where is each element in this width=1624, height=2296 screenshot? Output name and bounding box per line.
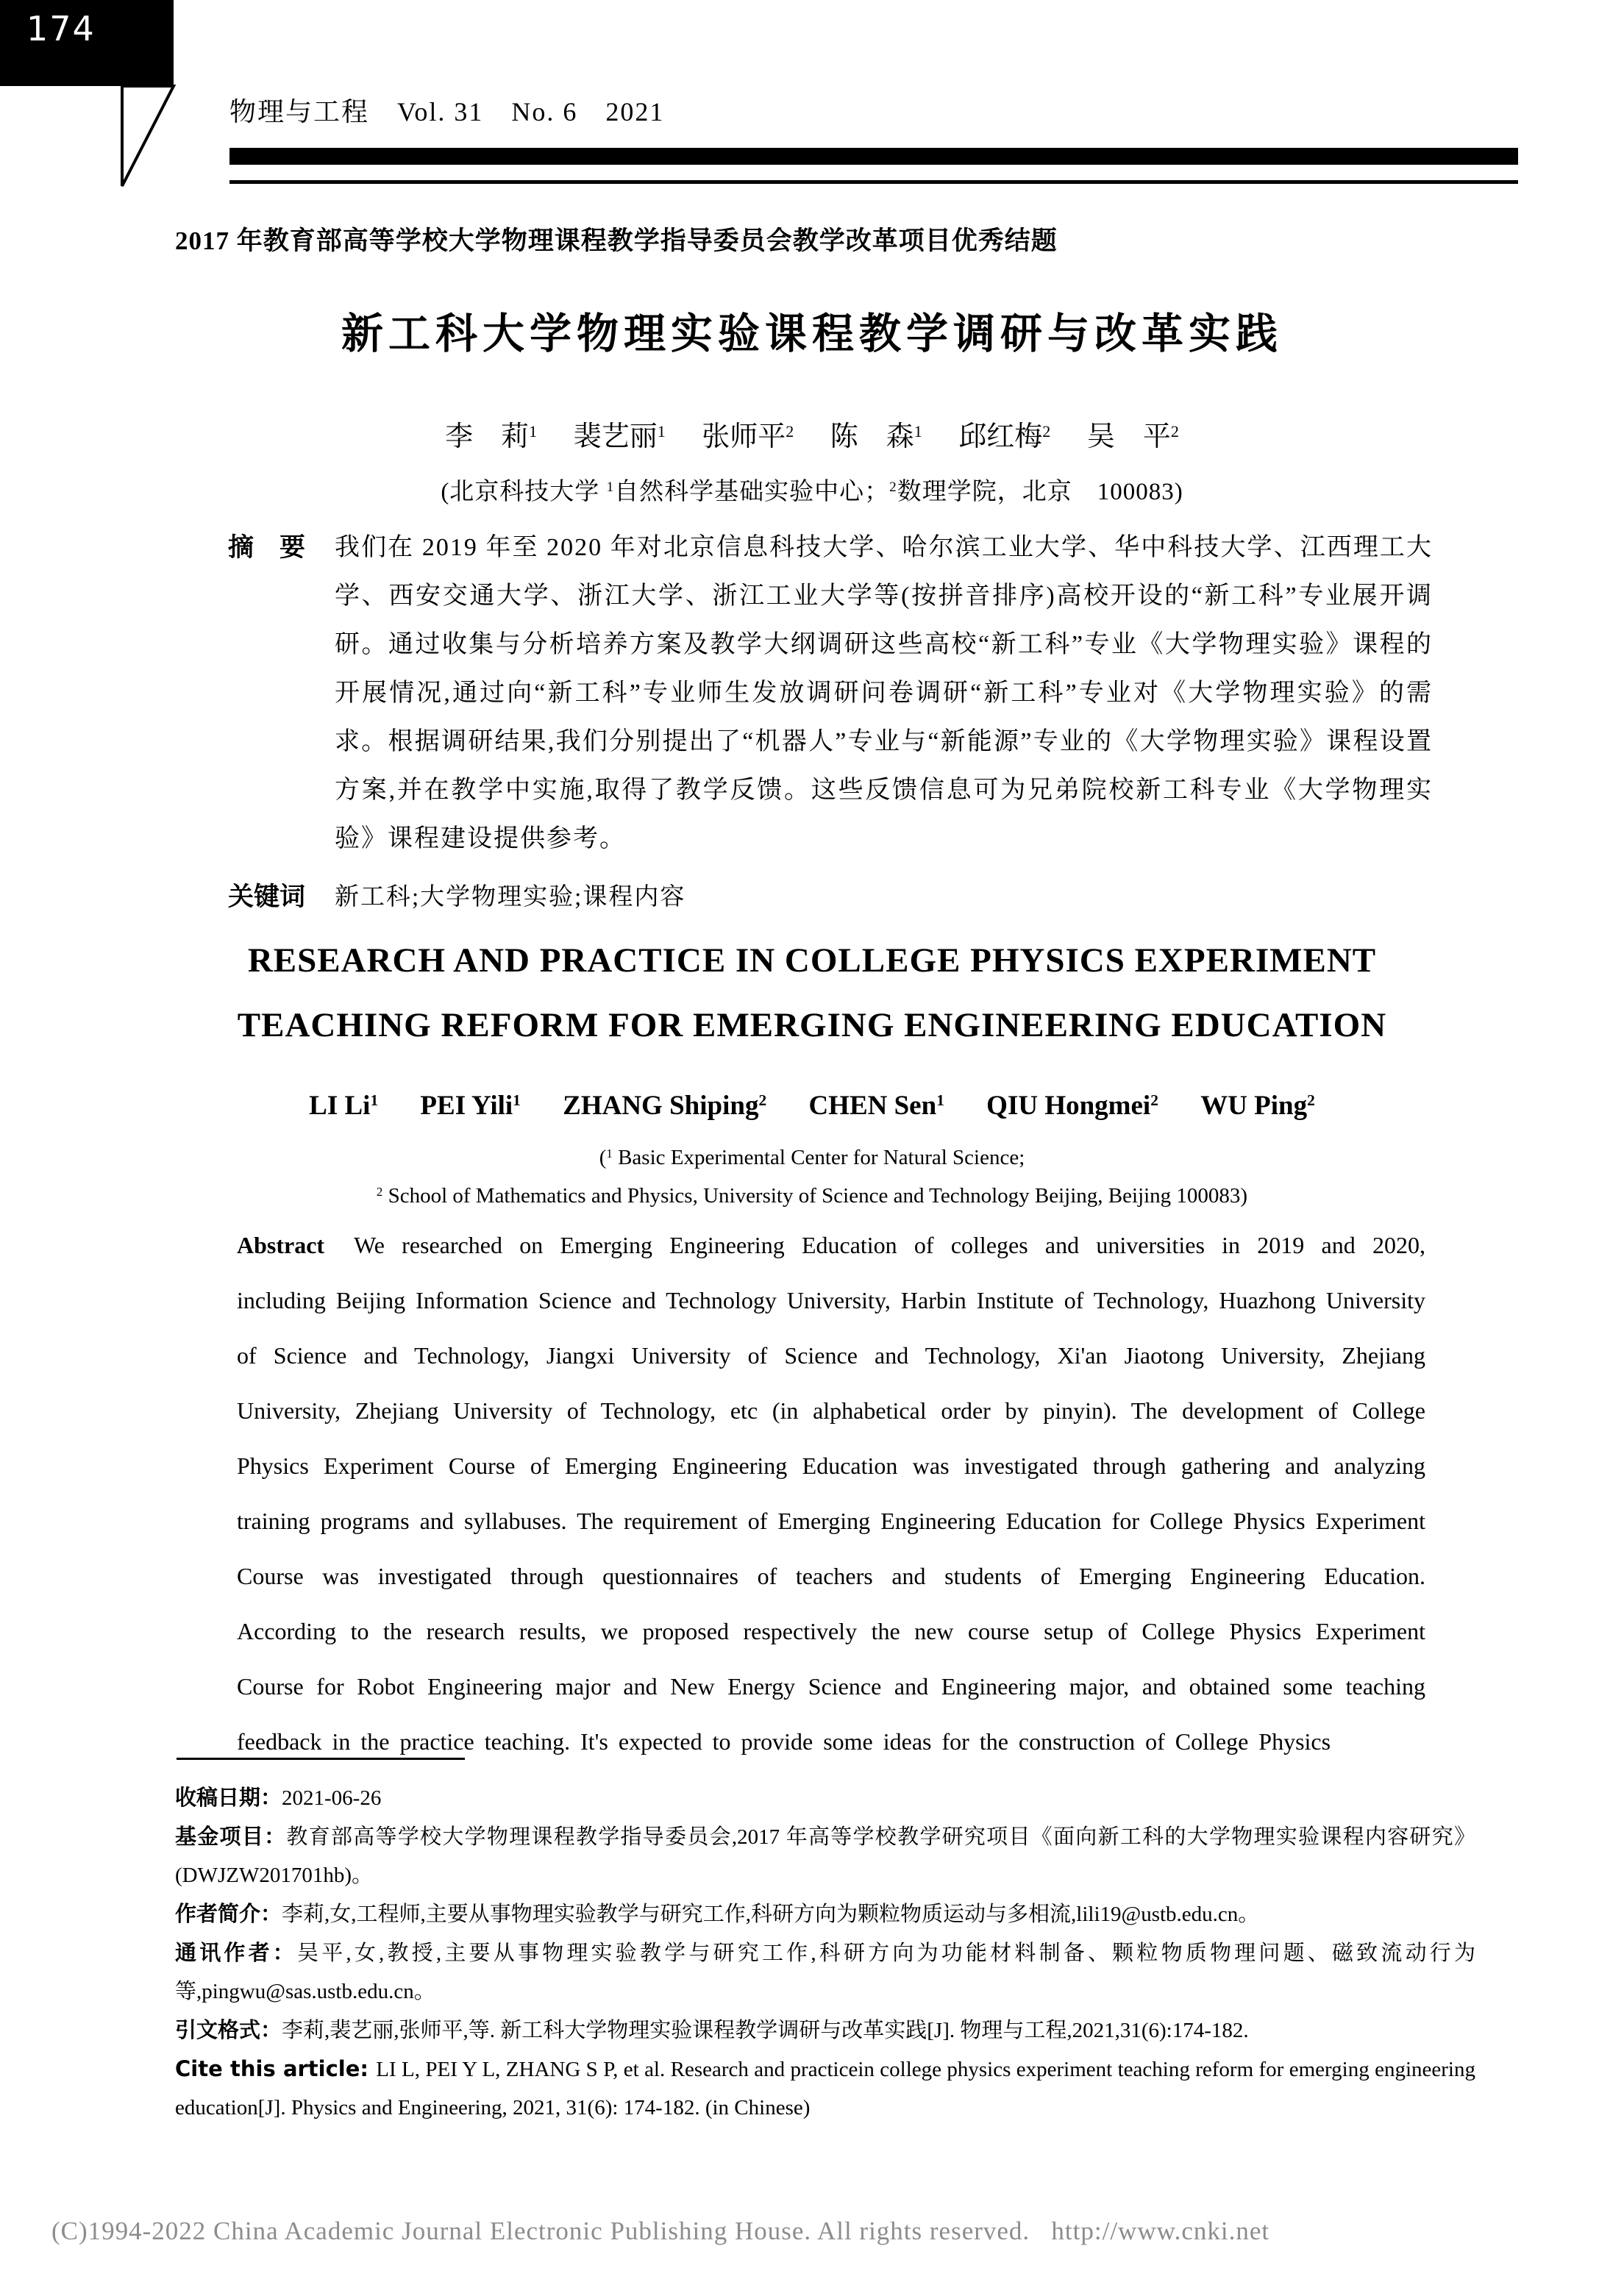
author-cn [830,421,922,452]
author-superscript: 1 [914,421,922,441]
footnote-text: 2021-06-26 [282,1786,382,1810]
affiliation-en-1 [0,1146,1624,1170]
abstract-cn-label: 摘 要 [228,533,306,563]
footnote-label: 收稿日期： [175,1785,282,1810]
footnotes [175,1778,1475,2127]
footnote-text: LI L, PEI Y L, ZHANG S P, et al. Research and practicein college physics experiment teaching reform for emerging engineering education[J]. Physics and Engineering, 2021, 31(6): 174-182. (in Chinese) [175,2058,1475,2119]
affiliation-cn-mid: 自然科学基础实验中心； [614,479,890,505]
author-en [309,1091,378,1121]
author-superscript: 2 [758,1091,767,1110]
copyright-line: (C)1994-2022 China Academic Journal Electronic Publishing House. All rights reserved. http://www.cnki.net [51,2217,1270,2245]
author-name: PEI Yili [420,1091,513,1121]
abstract-en-block [237,1218,1425,1769]
header-rule-thick [229,148,1518,165]
footnote-text: 李莉,女,工程师,主要从事物理实验教学与研究工作,科研方向为颗粒物质运动与多相流,lili19@ustb.edu.cn。 [282,1903,1260,1926]
footnote-divider [177,1758,465,1760]
footnote-label: 基金项目： [175,1824,287,1849]
affiliation-en-text: Basic Experimental Center for Natural Science; [612,1146,1025,1169]
header-rule-thin [229,180,1518,184]
author-name: 裴艺丽 [573,421,658,452]
affiliation-superscript: 1 [606,479,615,496]
keywords-label: 关键词 [228,883,306,912]
affiliation-superscript: 2 [376,1184,383,1199]
footnote-text: 吴平,女,教授,主要从事物理实验教学与研究工作,科研方向为功能材料制备、颗粒物质物理问题、磁致流动行为等,pingwu@sas.ustb.edu.cn。 [175,1942,1475,2003]
author-name: 张师平 [702,421,786,452]
author-cn [958,421,1050,452]
author-superscript: 1 [529,421,538,441]
author-name: 李 莉 [445,421,530,452]
author-en [420,1091,520,1121]
authors-cn [0,413,1624,454]
author-name: 陈 森 [830,421,914,452]
footnote-text: 教育部高等学校大学物理课程教学指导委员会,2017 年高等学校教学研究项目《面向新工科的大学物理实验课程内容研究》(DWJZW201701hb)。 [175,1825,1475,1887]
footnote-row [175,2050,1475,2127]
author-name: CHEN Sen [808,1091,937,1121]
footnote-row [175,1778,1475,1817]
footnote-label: Cite this article: [175,2056,377,2081]
author-cn [702,421,794,452]
footnote-row [175,1817,1475,1894]
author-name: WU Ping [1200,1091,1308,1121]
author-name: QIU Hongmei [986,1091,1151,1121]
author-superscript: 2 [786,421,794,441]
affiliation-en-text: School of Mathematics and Physics, University of Science and Technology Beijing, Beijing 100083) [382,1184,1248,1208]
author-superscript: 2 [1042,421,1051,441]
affiliation-cn-pre: (北京科技大学 [441,479,607,505]
abstract-en-label: Abstract [237,1232,325,1258]
author-superscript: 2 [1150,1091,1158,1110]
author-superscript: 2 [1170,421,1179,441]
page-number-tab [0,0,178,191]
author-name: ZHANG Shiping [563,1091,759,1121]
author-superscript: 1 [936,1091,944,1110]
author-cn [1087,421,1179,452]
project-note: 2017 年教育部高等学校大学物理课程教学指导委员会教学改革项目优秀结题 [175,227,1058,255]
author-superscript: 2 [1307,1091,1315,1110]
article-title-cn: 新工科大学物理实验课程教学调研与改革实践 [341,310,1283,358]
author-name: 吴 平 [1086,421,1171,452]
author-cn [574,421,666,452]
affiliation-cn-post: 数理学院，北京 100083) [897,479,1183,505]
article-title-en: RESEARCH AND PRACTICE IN COLLEGE PHYSICS EXPERIMENT TEACHING REFORM FOR EMERGING ENGINEERING EDUCATION [237,941,1387,1044]
footnote-text: 李莉,裴艺丽,张师平,等. 新工科大学物理实验课程教学调研与改革实践[J]. 物理与工程,2021,31(6):174-182. [282,2019,1249,2042]
author-en [986,1091,1158,1121]
footnote-row [175,1933,1475,2011]
author-superscript: 1 [370,1091,379,1110]
journal-header: 物理与工程 Vol. 31 No. 6 2021 [229,97,665,126]
affiliation-superscript: 2 [889,479,897,496]
footnote-row [175,2011,1475,2050]
keywords-text: 新工科;大学物理实验;课程内容 [335,884,686,910]
author-name: LI Li [309,1091,371,1121]
footnote-label: 引文格式： [175,2017,282,2042]
footnote-row [175,1894,1475,1933]
affiliation-cn [0,472,1624,507]
affiliation-en-2 [0,1184,1624,1208]
page-number: 174 [26,9,96,49]
authors-en [0,1090,1624,1122]
footnote-label: 通讯作者： [175,1940,297,1965]
author-en [808,1091,944,1121]
abstract-en-text: We researched on Emerging Engineering Education of colleges and universities in 2019 and 2020, including Beijing Information Science and Technology University, Harbin Institute of Technology, Huazhong University of Science and Technology, Jiangxi University of Science and Technology, Xi'an Jiaotong University, Zhejiang University, Zhejiang University of Technology, etc (in alphabetical order by pinyin). The development of College Physics Experiment Course of Emerging Engineering Education was investigated through gathering and analyzing training programs and syllabuses. The requirement of Emerging Engineering Education for College Physics Experiment Course was investigated through questionnaires of teachers and students of Emerging Engineering Education. According to the research results, we proposed respectively the new course setup of College Physics Experiment Course for Robot Engineering major and New Energy Science and Engineering major, and obtained some teaching feedback in the practice teaching. It's expected to provide some ideas for the construction of College Physics [237,1232,1425,1755]
author-superscript: 1 [513,1091,521,1110]
footnote-label: 作者简介： [175,1901,282,1926]
affiliation-superscript: 1 [606,1146,613,1161]
author-name: 邱红梅 [958,421,1043,452]
author-en [563,1091,766,1121]
abstract-cn-text: 我们在 2019 年至 2020 年对北京信息科技大学、哈尔滨工业大学、华中科技大学、江西理工大学、西安交通大学、浙江大学、浙江工业大学等(按拼音排序)高校开设的“新工科”专业展开调研。通过收集与分析培养方案及教学大纲调研这些高校“新工科”专业《大学物理实验》课程的开展情况,通过向“新工科”专业师生发放调研问卷调研“新工科”专业对《大学物理实验》的需求。根据调研结果,我们分别提出了“机器人”专业与“新能源”专业的《大学物理实验》课程设置方案,并在教学中实施,取得了教学反馈。这些反馈信息可为兄弟院校新工科专业《大学物理实验》课程建设提供参考。 [335,534,1433,852]
affiliation-en-pre: ( [599,1146,607,1169]
author-superscript: 1 [657,421,666,441]
author-en [1200,1091,1315,1121]
abstract-cn-block [228,524,1433,919]
author-cn [445,421,537,452]
